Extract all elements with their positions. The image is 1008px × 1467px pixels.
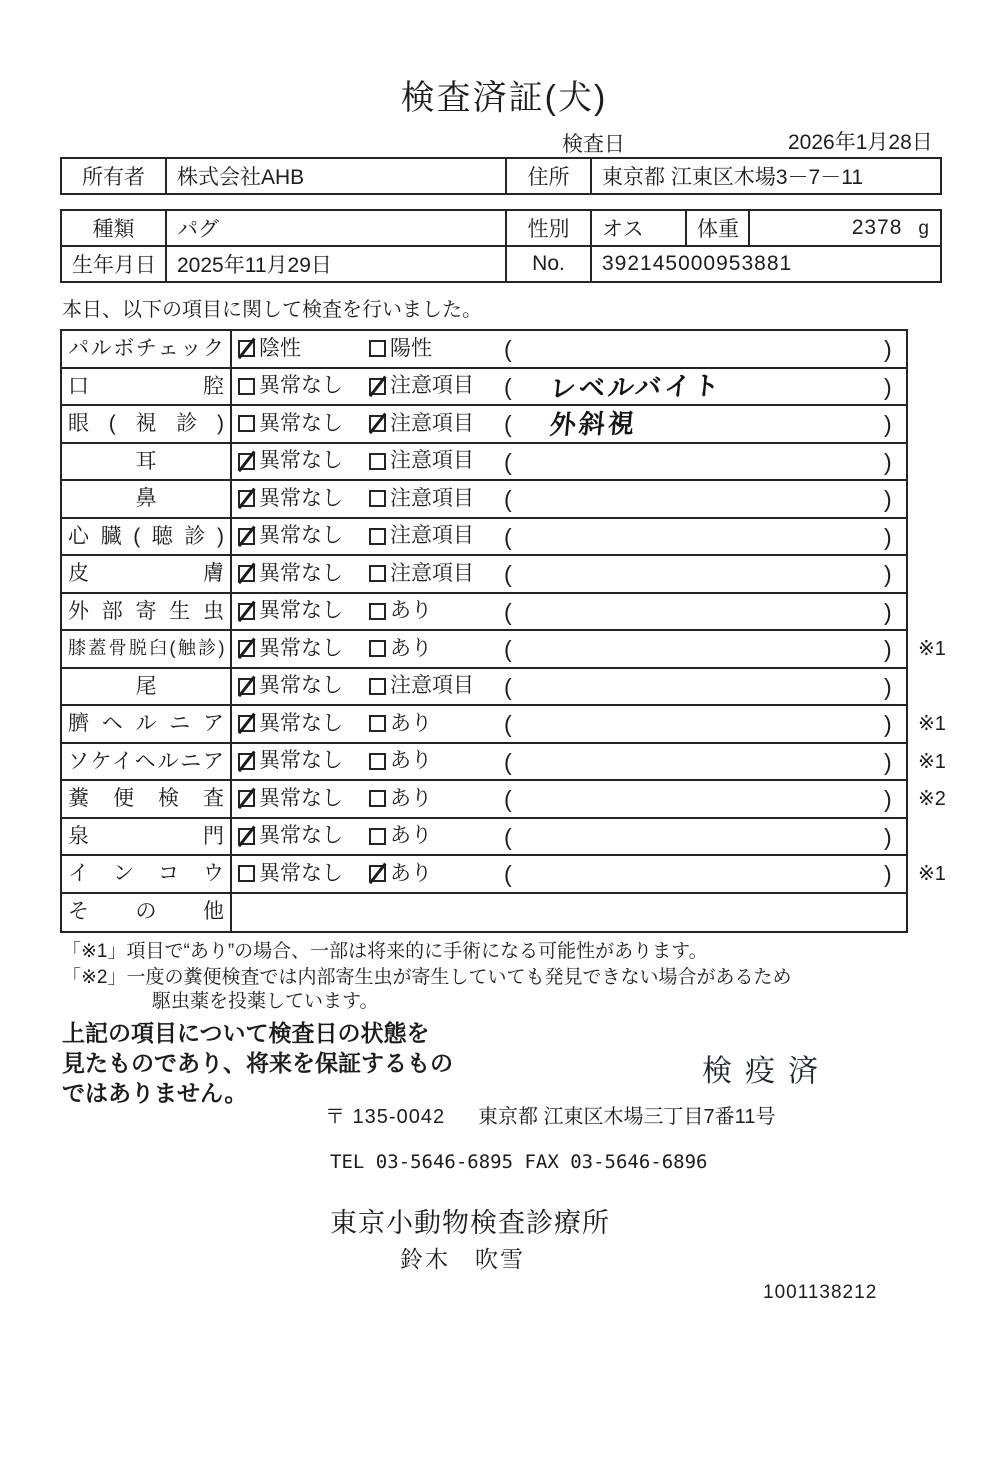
exam-row-content bbox=[232, 331, 906, 367]
exam-option-label: あり bbox=[390, 599, 432, 623]
exam-item-label: ソケイヘルニア bbox=[62, 744, 232, 780]
exam-option-label: 異常なし bbox=[259, 636, 343, 660]
checkbox-checked-icon bbox=[238, 715, 255, 732]
exam-option bbox=[238, 744, 343, 780]
exam-option-label: 異常なし bbox=[259, 374, 343, 398]
exam-option-label: 異常なし bbox=[259, 599, 343, 623]
inspection-date-label: 検査日 bbox=[562, 133, 625, 156]
paren-open: ( bbox=[504, 711, 512, 737]
exam-row-content bbox=[232, 744, 906, 780]
exam-option bbox=[369, 631, 432, 667]
exam-row bbox=[62, 556, 906, 594]
checkbox-unchecked-icon bbox=[369, 828, 386, 845]
exam-option-label: 注意項目 bbox=[390, 486, 474, 510]
clinic-postal-code: 〒 135-0042 bbox=[325, 1106, 446, 1128]
paren-open: ( bbox=[504, 411, 512, 437]
disclaimer-text bbox=[62, 1018, 453, 1108]
paren-close: ) bbox=[884, 786, 892, 812]
exam-item-label: 鼻 bbox=[62, 481, 232, 517]
exam-option bbox=[238, 406, 343, 442]
handwritten-finding: レベルバイト bbox=[548, 369, 724, 404]
exam-option-label: 異常なし bbox=[259, 824, 343, 848]
exam-row-content bbox=[232, 669, 906, 705]
exam-option-label: 異常なし bbox=[259, 524, 343, 548]
exam-option-label: 陽性 bbox=[390, 336, 432, 360]
exam-item-label: 口腔 bbox=[62, 369, 232, 405]
paren-close: ) bbox=[884, 523, 892, 550]
exam-option bbox=[369, 481, 474, 517]
breed-value: パグ bbox=[166, 210, 506, 246]
exam-item-label: パルボチェック bbox=[62, 331, 232, 367]
footnote-1: 「※1」項目で“あり”の場合、一部は将来的に手術になる可能性があります。 bbox=[62, 941, 708, 962]
exam-row-content bbox=[232, 481, 906, 517]
exam-option bbox=[369, 594, 432, 630]
checkbox-checked-icon bbox=[238, 490, 255, 507]
checkbox-unchecked-icon bbox=[369, 790, 386, 807]
exam-option bbox=[369, 331, 432, 367]
footnote-2-continued: 駆虫薬を投薬しています。 bbox=[152, 991, 379, 1012]
sex-label: 性別 bbox=[506, 210, 591, 246]
checkbox-checked-icon bbox=[238, 828, 255, 845]
exam-option bbox=[238, 706, 343, 742]
exam-option-label: 注意項目 bbox=[390, 374, 474, 398]
exam-option bbox=[238, 856, 343, 892]
footnote-2: 「※2」一度の糞便検査では内部寄生虫が寄生していても発見できない場合があるため bbox=[62, 967, 792, 988]
exam-option bbox=[369, 706, 432, 742]
paren-open: ( bbox=[504, 598, 512, 625]
exam-row-footnote-mark: ※1 bbox=[918, 638, 946, 660]
exam-row bbox=[62, 331, 906, 369]
pet-info-table bbox=[60, 209, 942, 283]
exam-row bbox=[62, 894, 906, 932]
checkbox-checked-icon bbox=[238, 565, 255, 582]
paren-close: ) bbox=[884, 486, 892, 512]
exam-row-content bbox=[232, 631, 906, 667]
exam-option bbox=[238, 594, 343, 630]
paren-close: ) bbox=[884, 748, 892, 775]
paren-open: ( bbox=[504, 786, 512, 812]
paren-open: ( bbox=[504, 861, 512, 887]
weight-unit: g bbox=[918, 218, 930, 239]
breed-label: 種類 bbox=[61, 210, 166, 246]
exam-item-label: 皮膚 bbox=[62, 556, 232, 592]
exam-row bbox=[62, 669, 906, 707]
exam-option-label: あり bbox=[390, 824, 432, 848]
exam-option bbox=[238, 556, 343, 592]
exam-option-label: 異常なし bbox=[259, 674, 343, 698]
exam-option bbox=[238, 669, 343, 705]
exam-option-label: 異常なし bbox=[259, 411, 343, 435]
page-title: 検査済証(犬) bbox=[400, 79, 608, 117]
owner-value: 株式会社AHB bbox=[166, 158, 506, 194]
paren-close: ) bbox=[884, 561, 892, 587]
checkbox-unchecked-icon bbox=[369, 565, 386, 582]
paren-open: ( bbox=[504, 373, 512, 400]
exam-row-content bbox=[232, 594, 906, 630]
exam-option-label: 異常なし bbox=[259, 449, 343, 473]
exam-row-content bbox=[232, 706, 906, 742]
birth-row bbox=[61, 246, 941, 282]
exam-option bbox=[369, 406, 474, 442]
checkbox-checked-icon bbox=[238, 603, 255, 620]
exam-option bbox=[238, 331, 301, 367]
no-value: 392145000953881 bbox=[591, 246, 941, 282]
exam-row-footnote-mark: ※1 bbox=[918, 713, 946, 735]
checkbox-unchecked-icon bbox=[369, 490, 386, 507]
exam-row-footnote-mark: ※1 bbox=[918, 863, 946, 885]
checkbox-checked-icon bbox=[238, 453, 255, 470]
checkbox-unchecked-icon bbox=[369, 678, 386, 695]
checkbox-checked-icon bbox=[369, 865, 386, 882]
exam-option bbox=[238, 819, 343, 855]
checkbox-checked-icon bbox=[238, 528, 255, 545]
no-label: No. bbox=[506, 246, 591, 282]
clinic-tel-fax: TEL 03-5646-6895 FAX 03-5646-6896 bbox=[330, 1151, 708, 1173]
checkbox-checked-icon bbox=[238, 753, 255, 770]
exam-option bbox=[369, 444, 474, 480]
paren-close: ) bbox=[884, 861, 892, 887]
exam-row-footnote-mark: ※2 bbox=[918, 788, 946, 810]
checkbox-checked-icon bbox=[238, 790, 255, 807]
weight-cell bbox=[749, 210, 941, 246]
exam-item-label: 眼(視診) bbox=[62, 406, 232, 442]
checkbox-unchecked-icon bbox=[369, 603, 386, 620]
exam-item-label: 心臓(聴診) bbox=[62, 519, 232, 555]
checkbox-unchecked-icon bbox=[238, 415, 255, 432]
exam-option-label: あり bbox=[390, 636, 432, 660]
birth-label: 生年月日 bbox=[61, 246, 166, 282]
paren-close: ) bbox=[884, 411, 892, 437]
exam-option bbox=[238, 519, 343, 555]
exam-option-label: 注意項目 bbox=[390, 411, 474, 435]
checkbox-checked-icon bbox=[238, 640, 255, 657]
paren-close: ) bbox=[884, 636, 892, 662]
exam-row-content bbox=[232, 781, 906, 817]
exam-option bbox=[369, 781, 432, 817]
exam-option-label: あり bbox=[390, 786, 432, 810]
address-label: 住所 bbox=[506, 158, 591, 194]
exam-item-label: 糞便検査 bbox=[62, 781, 232, 817]
exam-option-label: 陰性 bbox=[259, 336, 301, 360]
exam-item-label: その他 bbox=[62, 894, 232, 932]
checkbox-checked-icon bbox=[369, 415, 386, 432]
checkbox-unchecked-icon bbox=[369, 640, 386, 657]
exam-row bbox=[62, 444, 906, 482]
exam-item-label: 泉門 bbox=[62, 819, 232, 855]
quarantine-stamp: 検疫済 bbox=[702, 1055, 831, 1088]
exam-option bbox=[369, 819, 432, 855]
clinic-name: 東京小動物検査診療所 bbox=[330, 1208, 610, 1238]
exam-option-label: 異常なし bbox=[259, 561, 343, 585]
exam-table bbox=[60, 329, 946, 933]
exam-row-content bbox=[232, 856, 906, 892]
exam-row bbox=[62, 369, 906, 407]
exam-option bbox=[369, 669, 474, 705]
intro-text: 本日、以下の項目に関して検査を行いました。 bbox=[62, 299, 482, 321]
owner-row bbox=[61, 158, 941, 194]
paren-open: ( bbox=[504, 486, 512, 512]
exam-item-label: 耳 bbox=[62, 444, 232, 480]
inspection-date-value: 2026年1月28日 bbox=[788, 131, 933, 154]
breed-row bbox=[61, 210, 941, 246]
exam-row bbox=[62, 856, 946, 894]
exam-option-label: 異常なし bbox=[259, 861, 343, 885]
paren-open: ( bbox=[504, 636, 512, 662]
paren-close: ) bbox=[884, 598, 892, 625]
exam-option-label: 異常なし bbox=[259, 786, 343, 810]
checkbox-checked-icon bbox=[369, 378, 386, 395]
sex-value: オス bbox=[591, 210, 686, 246]
paren-open: ( bbox=[504, 448, 512, 475]
checkbox-unchecked-icon bbox=[369, 528, 386, 545]
exam-row bbox=[62, 519, 906, 557]
exam-row bbox=[62, 406, 906, 444]
exam-option-label: 異常なし bbox=[259, 711, 343, 735]
exam-option-label: 注意項目 bbox=[390, 561, 474, 585]
exam-option bbox=[238, 444, 343, 480]
disclaimer-line-2: 見たものであり、将来を保証するもの bbox=[62, 1050, 453, 1076]
exam-row bbox=[62, 594, 906, 632]
exam-option-label: あり bbox=[390, 749, 432, 773]
exam-option bbox=[369, 856, 432, 892]
exam-row-content bbox=[232, 819, 906, 855]
exam-option-label: あり bbox=[390, 861, 432, 885]
veterinarian-name: 鈴木 吹雪 bbox=[400, 1246, 525, 1272]
exam-row-content bbox=[232, 444, 906, 480]
exam-item-label: 尾 bbox=[62, 669, 232, 705]
paren-open: ( bbox=[504, 748, 512, 775]
exam-option bbox=[238, 631, 343, 667]
exam-row bbox=[62, 819, 906, 857]
paren-open: ( bbox=[504, 336, 512, 362]
checkbox-checked-icon bbox=[238, 340, 255, 357]
checkbox-unchecked-icon bbox=[238, 378, 255, 395]
exam-option bbox=[238, 781, 343, 817]
exam-option-label: 注意項目 bbox=[390, 449, 474, 473]
paren-close: ) bbox=[884, 373, 892, 400]
exam-option-label: 異常なし bbox=[259, 749, 343, 773]
owner-label: 所有者 bbox=[61, 158, 166, 194]
exam-option bbox=[369, 519, 474, 555]
exam-row bbox=[62, 631, 946, 669]
owner-table bbox=[60, 157, 942, 195]
exam-option bbox=[238, 481, 343, 517]
weight-value: 2378 bbox=[851, 216, 903, 239]
exam-option-label: あり bbox=[390, 711, 432, 735]
paren-close: ) bbox=[884, 823, 892, 850]
exam-item-label: 膝蓋骨脱臼(触診) bbox=[62, 631, 232, 667]
paren-close: ) bbox=[884, 673, 892, 700]
handwritten-finding: 外斜視 bbox=[548, 408, 639, 440]
exam-row-content bbox=[232, 894, 906, 932]
checkbox-unchecked-icon bbox=[369, 340, 386, 357]
exam-row-content bbox=[232, 519, 906, 555]
checkbox-unchecked-icon bbox=[369, 453, 386, 470]
checkbox-checked-icon bbox=[238, 678, 255, 695]
birth-value: 2025年11月29日 bbox=[166, 246, 506, 282]
exam-row bbox=[62, 706, 946, 744]
paren-open: ( bbox=[504, 561, 512, 587]
exam-item-label: インコウ bbox=[62, 856, 232, 892]
paren-close: ) bbox=[884, 336, 892, 362]
address-value: 東京都 江東区木場3－7－11 bbox=[591, 158, 941, 194]
exam-row-content bbox=[232, 369, 906, 405]
exam-row bbox=[62, 744, 946, 782]
exam-row bbox=[62, 481, 906, 519]
exam-option-label: 異常なし bbox=[259, 486, 343, 510]
exam-option bbox=[369, 556, 474, 592]
paren-close: ) bbox=[884, 711, 892, 737]
paren-open: ( bbox=[504, 673, 512, 700]
exam-row-content bbox=[232, 406, 906, 442]
exam-option bbox=[369, 744, 432, 780]
exam-item-label: 外部寄生虫 bbox=[62, 594, 232, 630]
checkbox-unchecked-icon bbox=[369, 753, 386, 770]
checkbox-unchecked-icon bbox=[369, 715, 386, 732]
weight-label: 体重 bbox=[686, 210, 749, 246]
checkbox-unchecked-icon bbox=[238, 865, 255, 882]
exam-option bbox=[238, 369, 343, 405]
paren-open: ( bbox=[504, 823, 512, 850]
document-number: 1001138212 bbox=[763, 1282, 878, 1303]
exam-row-footnote-mark: ※1 bbox=[918, 750, 946, 773]
exam-row-content bbox=[232, 556, 906, 592]
exam-option-label: 注意項目 bbox=[390, 524, 474, 548]
exam-option-label: 注意項目 bbox=[390, 674, 474, 698]
clinic-address: 東京都 江東区木場三丁目7番11号 bbox=[478, 1106, 776, 1128]
exam-row bbox=[62, 781, 946, 819]
disclaimer-line-3: ではありません。 bbox=[62, 1080, 248, 1106]
exam-option bbox=[369, 369, 474, 405]
exam-item-label: 臍ヘルニア bbox=[62, 706, 232, 742]
disclaimer-line-1: 上記の項目について検査日の状態を bbox=[62, 1020, 430, 1046]
paren-open: ( bbox=[504, 523, 512, 550]
paren-close: ) bbox=[884, 448, 892, 475]
